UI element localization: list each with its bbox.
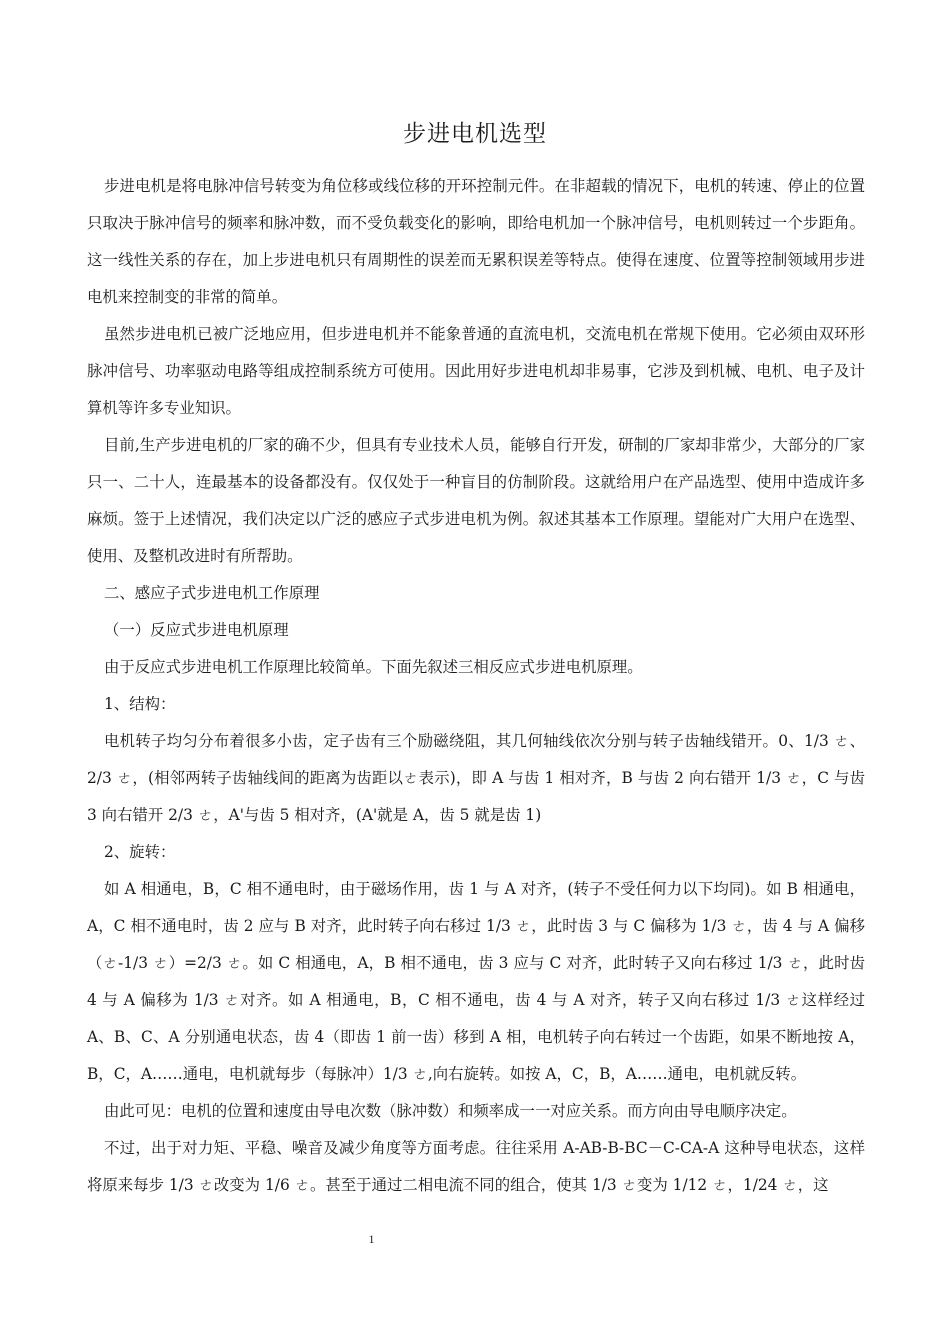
paragraph-usage: 虽然步进电机已被广泛地应用，但步进电机并不能象普通的直流电机，交流电机在常规下使用。它必须由双环形脉冲信号、功率驱动电路等组成控制系统方可使用。因此用好步进电机却非易事，它涉及到机械、电机、电子及计算机等许多专业知识。 bbox=[87, 325, 865, 417]
subsection-heading: （一）反应式步进电机原理 bbox=[104, 621, 289, 639]
page-number: 1 bbox=[368, 1232, 375, 1246]
paragraph-microstep: 不过，出于对力矩、平稳、噪音及减少角度等方面考虑。往往采用 A-AB-B-BC－C-CA-A 这种导电状态，这样将原来每步 1/3 ㄜ改变为 1/6 ㄜ。甚至于通过二相电流不同的组合，使其 1/3 ㄜ变为 1/12 ㄜ，1/24 ㄜ，这 bbox=[87, 1139, 865, 1194]
paragraph-intro: 步进电机是将电脉冲信号转变为角位移或线位移的开环控制元件。在非超载的情况下，电机的转速、停止的位置只取决于脉冲信号的频率和脉冲数，而不受负载变化的影响，即给电机加一个脉冲信号，电机则转过一个步距角。这一线性关系的存在，加上步进电机只有周期性的误差而无累积误差等特点。使得在速度、位置等控制领域用步进电机来控制变的非常的简单。 bbox=[87, 177, 865, 306]
structure-heading: 1、结构： bbox=[104, 695, 176, 713]
paragraph-reactive-intro: 由于反应式步进电机工作原理比较简单。下面先叙述三相反应式步进电机原理。 bbox=[104, 658, 643, 676]
page-title: 步进电机选型 bbox=[403, 121, 547, 147]
paragraph-structure: 电机转子均匀分布着很多小齿，定子齿有三个励磁绕阻，其几何轴线依次分别与转子齿轴线错开。0、1/3 ㄜ、2/3 ㄜ，(相邻两转子齿轴线间的距离为齿距以ㄜ表示)，即 A 与齿 1 相对齐，B 与齿 2 向右错开 1/3 ㄜ，C 与齿 3 向右错开 2/3 ㄜ，A'与齿 5 相对齐，(A'就是 A，齿 5 就是齿 1) bbox=[87, 732, 865, 824]
paragraph-rotation: 如 A 相通电，B，C 相不通电时，由于磁场作用，齿 1 与 A 对齐，(转子不受任何力以下均同)。如 B 相通电，A，C 相不通电时，齿 2 应与 B 对齐，此时转子向右移过 1/3 ㄜ，此时齿 3 与 C 偏移为 1/3 ㄜ，齿 4 与 A 偏移（ㄜ-1/3 ㄜ）=2/3 ㄜ。如 C 相通电，A，B 相不通电，齿 3 应与 C 对齐，此时转子又向右移过 1/3 ㄜ，此时齿 4 与 A 偏移为 1/3 ㄜ对齐。如 A 相通电，B，C 相不通电，齿 4 与 A 对齐，转子又向右移过 1/3 ㄜ这样经过 A、B、C、A 分别通电状态，齿 4（即齿 1 前一齿）移到 A 相，电机转子向右转过一个齿距，如果不断地按 A，B，C，A……通电，电机就每步（每脉冲）1/3 ㄜ,向右旋转。如按 A，C，B，A……通电，电机就反转。 bbox=[87, 880, 865, 1083]
body-text bbox=[87, 168, 865, 1204]
paragraph-manufacturers: 目前,生产步进电机的厂家的确不少，但具有专业技术人员，能够自行开发，研制的厂家却非常少，大部分的厂家只一、二十人，连最基本的设备都没有。仅仅处于一种盲目的仿制阶段。这就给用户在产品选型、使用中造成许多麻烦。签于上述情况，我们决定以广泛的感应子式步进电机为例。叙述其基本工作原理。望能对广大用户在选型、使用、及整机改进时有所帮助。 bbox=[87, 436, 865, 565]
rotation-heading: 2、旋转： bbox=[104, 843, 176, 861]
section-heading: 二、感应子式步进电机工作原理 bbox=[104, 584, 320, 602]
paragraph-conclusion: 由此可见：电机的位置和速度由导电次数（脉冲数）和频率成一一对应关系。而方向由导电顺序决定。 bbox=[104, 1102, 797, 1120]
